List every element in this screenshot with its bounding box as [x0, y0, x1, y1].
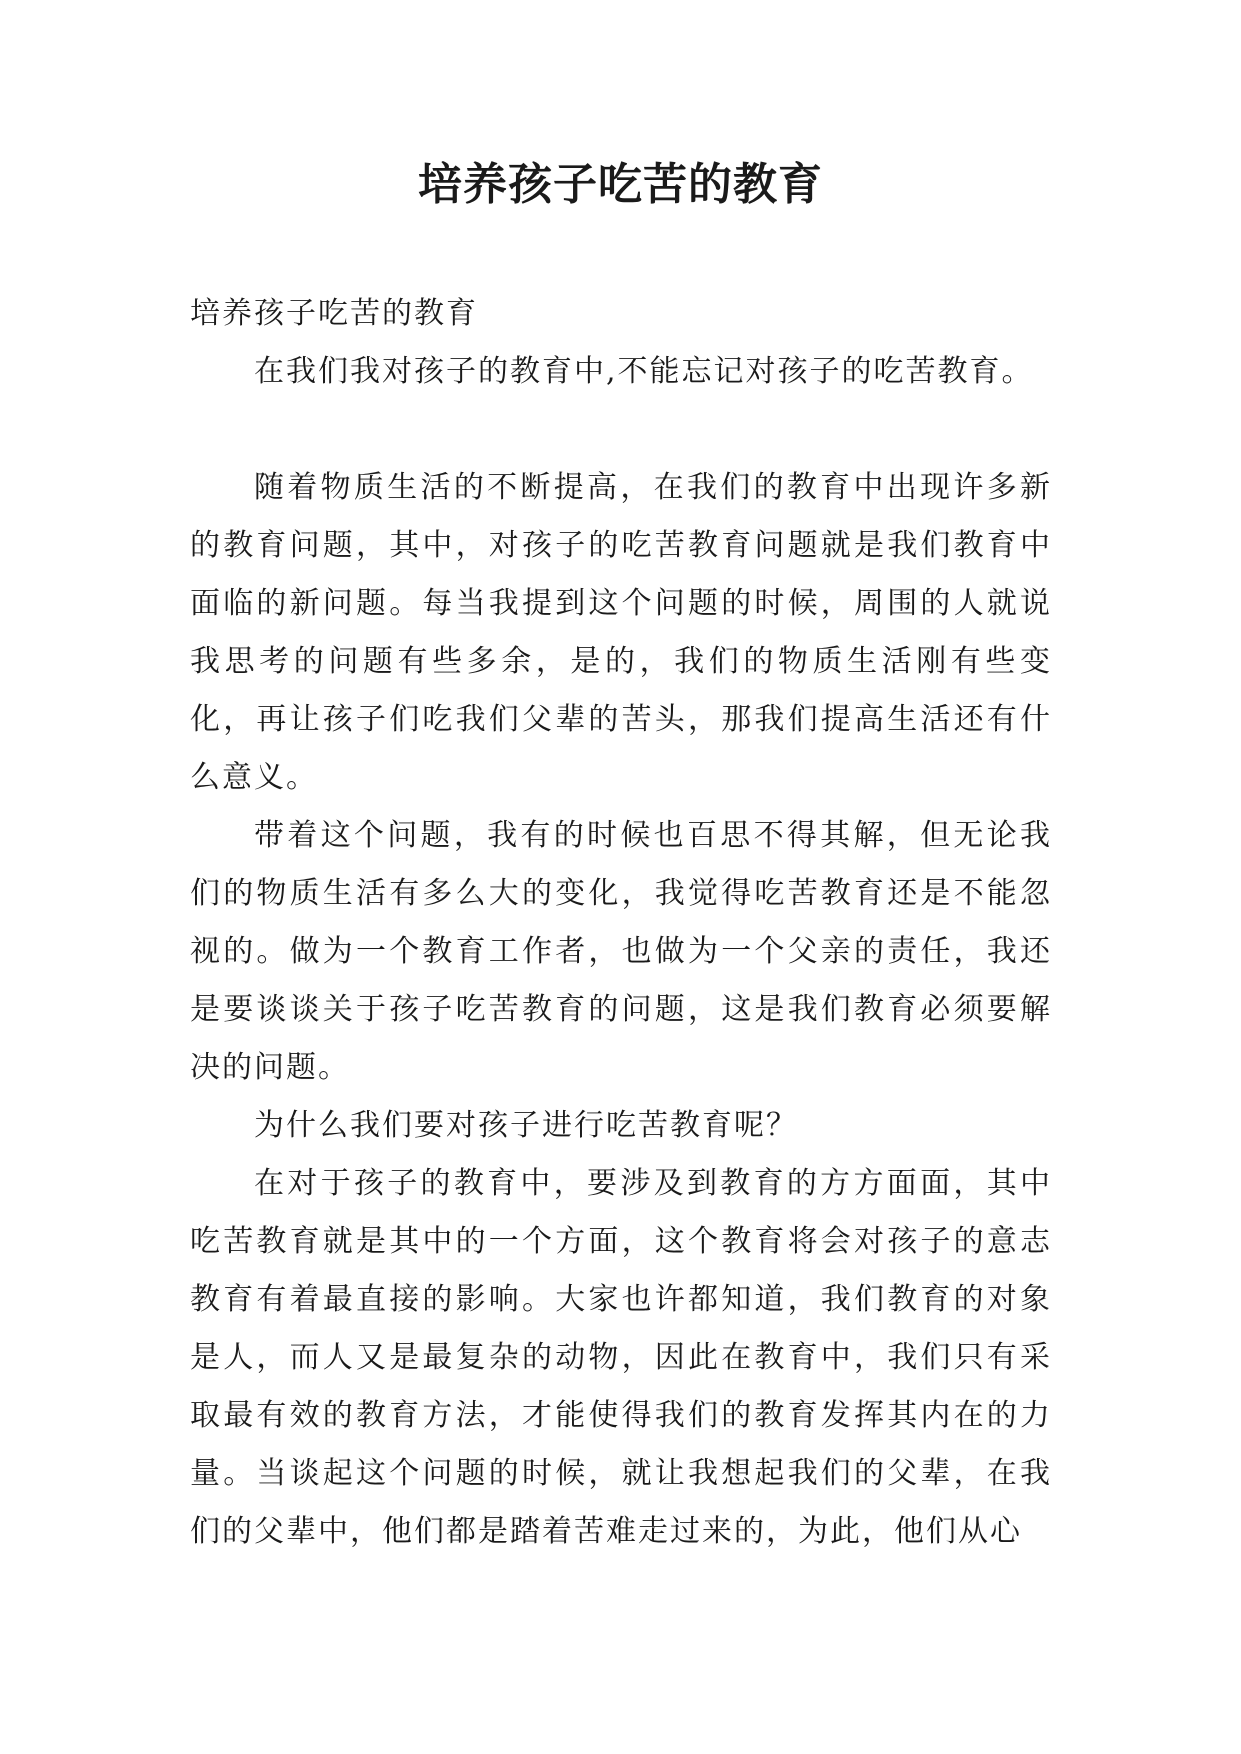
paragraph-2: 带着这个问题，我有的时候也百思不得其解，但无论我们的物质生活有多么大的变化，我觉得吃苦教育还是不能忽视的。做为一个教育工作者，也做为一个父亲的责任，我还是要谈谈关于孩子吃苦教育的问题，这是我们教育必须要解决的问题。 [190, 818, 1052, 1085]
document-title: 培养孩子吃苦的教育 [418, 159, 823, 210]
paragraph-3: 在对于孩子的教育中，要涉及到教育的方方面面，其中吃苦教育就是其中的一个方面，这个教育将会对孩子的意志教育有着最直接的影响。大家也许都知道，我们教育的对象是人，而人又是最复杂的动物，因此在教育中，我们只有采取最有效的教育方法，才能使得我们的教育发挥其内在的力量。当谈起这个问题的时候，就让我想起我们的父辈，在我们的父辈中，他们都是踏着苦难走过来的，为此，他们从心 [190, 1166, 1052, 1549]
body-heading: 培养孩子吃苦的教育 [190, 296, 478, 331]
paragraph-question: 为什么我们要对孩子进行吃苦教育呢？ [254, 1108, 798, 1143]
paragraph-1: 随着物质生活的不断提高，在我们的教育中出现许多新的教育问题，其中，对孩子的吃苦教育问题就是我们教育中面临的新问题。每当我提到这个问题的时候，周围的人就说我思考的问题有些多余，是的，我们的物质生活刚有些变化，再让孩子们吃我们父辈的苦头，那我们提高生活还有什么意义。 [190, 470, 1052, 795]
paragraph-intro: 在我们我对孩子的教育中,不能忘记对孩子的吃苦教育。 [254, 354, 1034, 389]
document-body [190, 285, 1052, 1561]
